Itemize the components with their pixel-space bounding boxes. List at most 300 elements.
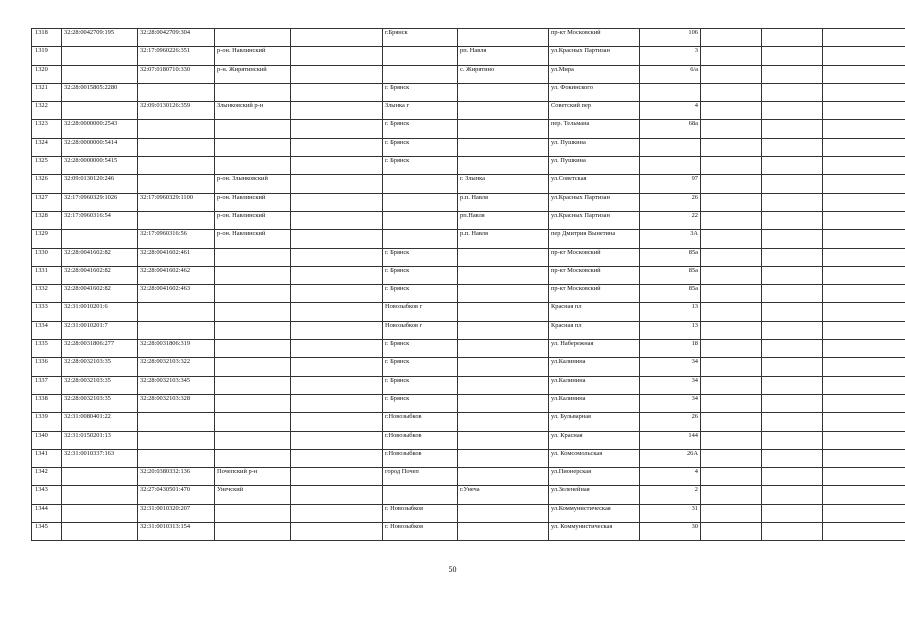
cell-extra-2 — [762, 120, 823, 138]
cell-cadastral-number: 32:28:0042709:195 — [62, 29, 138, 47]
cell-street: пер Дмитрия Вынетина — [549, 230, 640, 248]
registry-rows — [32, 29, 905, 541]
table-row — [32, 230, 905, 248]
cell-extra-1 — [701, 504, 762, 522]
cell-extra-3 — [823, 340, 905, 358]
cell-extra-1 — [701, 376, 762, 394]
cell-row-index: 1343 — [32, 486, 62, 504]
cell-municipality — [291, 65, 383, 83]
cell-cadastral-number: 32:28:0032103:35 — [62, 358, 138, 376]
cell-street: ул. Набережная — [549, 340, 640, 358]
cell-row-index: 1339 — [32, 413, 62, 431]
cell-extra-3 — [823, 248, 905, 266]
cell-city — [383, 193, 458, 211]
cell-extra-1 — [701, 138, 762, 156]
cell-settlement — [458, 83, 549, 101]
cell-row-index: 1322 — [32, 102, 62, 120]
cell-street: ул.Пионерская — [549, 468, 640, 486]
cell-district — [215, 266, 291, 284]
cell-district — [215, 321, 291, 339]
cell-extra-2 — [762, 486, 823, 504]
cell-extra-1 — [701, 303, 762, 321]
cell-city: г. Брянск — [383, 266, 458, 284]
cell-extra-2 — [762, 449, 823, 467]
cell-extra-1 — [701, 449, 762, 467]
cell-city: г.Новозыбков — [383, 413, 458, 431]
table-row — [32, 376, 905, 394]
cell-extra-2 — [762, 211, 823, 229]
cell-settlement: рп.Навля — [458, 211, 549, 229]
cell-extra-1 — [701, 248, 762, 266]
cell-street: ул.Калинина — [549, 358, 640, 376]
cell-house-number: 31 — [640, 504, 701, 522]
cell-city: г. Брянск — [383, 376, 458, 394]
cell-municipality — [291, 523, 383, 541]
cell-house-number: 22 — [640, 211, 701, 229]
cell-settlement — [458, 413, 549, 431]
cell-city: г. Брянск — [383, 157, 458, 175]
cell-district — [215, 83, 291, 101]
cell-district: р-он. Навлинский — [215, 47, 291, 65]
table-row — [32, 285, 905, 303]
cell-row-index: 1329 — [32, 230, 62, 248]
cell-cadastral-number — [62, 47, 138, 65]
cell-extra-1 — [701, 102, 762, 120]
cell-extra-1 — [701, 358, 762, 376]
cell-settlement: р.п. Навля — [458, 230, 549, 248]
cell-municipality — [291, 413, 383, 431]
cell-extra-3 — [823, 193, 905, 211]
cell-municipality — [291, 468, 383, 486]
cell-row-index: 1338 — [32, 394, 62, 412]
table-row — [32, 523, 905, 541]
cell-house-number: 26А — [640, 449, 701, 467]
cell-house-number: 13 — [640, 321, 701, 339]
cell-district — [215, 285, 291, 303]
cell-settlement: рп. Навля — [458, 47, 549, 65]
cell-extra-1 — [701, 193, 762, 211]
cell-extra-3 — [823, 266, 905, 284]
cell-city — [383, 486, 458, 504]
cell-extra-3 — [823, 102, 905, 120]
cell-extra-2 — [762, 102, 823, 120]
cell-city: г. Брянск — [383, 358, 458, 376]
cell-city — [383, 230, 458, 248]
registry-table — [31, 28, 905, 541]
cell-district — [215, 340, 291, 358]
cell-extra-1 — [701, 523, 762, 541]
cell-cadastral-number — [62, 102, 138, 120]
cell-district: Почепский р-н — [215, 468, 291, 486]
cell-row-index: 1334 — [32, 321, 62, 339]
cell-house-number: 3А — [640, 230, 701, 248]
cell-object-number — [138, 303, 215, 321]
table-row — [32, 193, 905, 211]
cell-extra-2 — [762, 394, 823, 412]
cell-extra-2 — [762, 138, 823, 156]
cell-object-number — [138, 83, 215, 101]
table-row — [32, 468, 905, 486]
cell-extra-2 — [762, 29, 823, 47]
cell-street: ул. Коммунистическая — [549, 523, 640, 541]
cell-cadastral-number — [62, 230, 138, 248]
cell-street: ул.Калинина — [549, 394, 640, 412]
cell-municipality — [291, 449, 383, 467]
cell-object-number: 32:17:0960329:1100 — [138, 193, 215, 211]
cell-city: г. Брянск — [383, 138, 458, 156]
cell-extra-3 — [823, 138, 905, 156]
cell-row-index: 1344 — [32, 504, 62, 522]
table-row — [32, 449, 905, 467]
cell-street: ул.Советская — [549, 175, 640, 193]
cell-row-index: 1331 — [32, 266, 62, 284]
cell-object-number: 32:20:0380332:136 — [138, 468, 215, 486]
cell-city: Злынка г — [383, 102, 458, 120]
cell-municipality — [291, 29, 383, 47]
cell-district — [215, 157, 291, 175]
cell-street: ул.Мира — [549, 65, 640, 83]
cell-street: ул.Красных Партизан — [549, 193, 640, 211]
cell-object-number: 32:31:0010320:207 — [138, 504, 215, 522]
cell-district: Унечский — [215, 486, 291, 504]
cell-district — [215, 138, 291, 156]
cell-municipality — [291, 358, 383, 376]
cell-object-number: 32:28:0032103:322 — [138, 358, 215, 376]
cell-cadastral-number: 32:09:0130120:246 — [62, 175, 138, 193]
cell-municipality — [291, 340, 383, 358]
cell-extra-2 — [762, 303, 823, 321]
cell-settlement — [458, 157, 549, 175]
cell-settlement: с. Жирятино — [458, 65, 549, 83]
cell-object-number: 32:28:0031806:319 — [138, 340, 215, 358]
cell-row-index: 1340 — [32, 431, 62, 449]
cell-street: ул. Комсомольская — [549, 449, 640, 467]
cell-municipality — [291, 285, 383, 303]
cell-street: ул.Калинина — [549, 376, 640, 394]
cell-street: пр-кт Московский — [549, 266, 640, 284]
cell-object-number — [138, 138, 215, 156]
cell-extra-2 — [762, 504, 823, 522]
cell-cadastral-number — [62, 523, 138, 541]
cell-street: пер. Тельмана — [549, 120, 640, 138]
cell-municipality — [291, 230, 383, 248]
cell-row-index: 1324 — [32, 138, 62, 156]
cell-house-number: 18 — [640, 340, 701, 358]
cell-extra-3 — [823, 303, 905, 321]
cell-object-number — [138, 449, 215, 467]
cell-extra-3 — [823, 230, 905, 248]
cell-settlement — [458, 285, 549, 303]
cell-street: ул.Красных Партизан — [549, 47, 640, 65]
cell-cadastral-number: 32:17:0960329:1026 — [62, 193, 138, 211]
cell-object-number: 32:07:0180710:330 — [138, 65, 215, 83]
cell-municipality — [291, 157, 383, 175]
cell-object-number — [138, 211, 215, 229]
cell-municipality — [291, 431, 383, 449]
cell-city: г. Брянск — [383, 394, 458, 412]
cell-house-number: 4 — [640, 468, 701, 486]
cell-settlement — [458, 449, 549, 467]
cell-extra-2 — [762, 193, 823, 211]
cell-cadastral-number: 32:28:0015805:2280 — [62, 83, 138, 101]
cell-extra-2 — [762, 358, 823, 376]
cell-extra-2 — [762, 523, 823, 541]
table-row — [32, 486, 905, 504]
cell-district — [215, 376, 291, 394]
cell-object-number: 32:09:0130126:359 — [138, 102, 215, 120]
cell-extra-2 — [762, 285, 823, 303]
cell-house-number — [640, 157, 701, 175]
cell-settlement — [458, 358, 549, 376]
cell-street: ул. Пушкина — [549, 157, 640, 175]
cell-row-index: 1341 — [32, 449, 62, 467]
cell-district — [215, 523, 291, 541]
cell-district — [215, 449, 291, 467]
cell-cadastral-number: 32:28:0000000:2543 — [62, 120, 138, 138]
cell-municipality — [291, 47, 383, 65]
cell-settlement — [458, 376, 549, 394]
cell-extra-3 — [823, 83, 905, 101]
cell-settlement — [458, 431, 549, 449]
cell-extra-1 — [701, 230, 762, 248]
cell-municipality — [291, 394, 383, 412]
cell-house-number: 85а — [640, 248, 701, 266]
cell-settlement — [458, 248, 549, 266]
cell-house-number: 68а — [640, 120, 701, 138]
cell-row-index: 1332 — [32, 285, 62, 303]
cell-cadastral-number: 32:31:0150201:13 — [62, 431, 138, 449]
cell-district — [215, 303, 291, 321]
cell-city — [383, 211, 458, 229]
cell-street: пр-кт Московский — [549, 248, 640, 266]
cell-city — [383, 175, 458, 193]
cell-extra-1 — [701, 29, 762, 47]
cell-cadastral-number: 32:28:0041602:82 — [62, 285, 138, 303]
cell-city: г.Новозыбков — [383, 449, 458, 467]
cell-city — [383, 65, 458, 83]
cell-house-number: 85а — [640, 266, 701, 284]
cell-municipality — [291, 211, 383, 229]
cell-house-number — [640, 138, 701, 156]
cell-cadastral-number: 32:28:0000000:5414 — [62, 138, 138, 156]
cell-settlement — [458, 29, 549, 47]
cell-house-number: 26 — [640, 413, 701, 431]
cell-extra-2 — [762, 321, 823, 339]
cell-extra-3 — [823, 468, 905, 486]
table-row — [32, 83, 905, 101]
cell-district — [215, 358, 291, 376]
cell-cadastral-number — [62, 468, 138, 486]
cell-settlement — [458, 266, 549, 284]
table-row — [32, 175, 905, 193]
cell-settlement — [458, 523, 549, 541]
cell-municipality — [291, 486, 383, 504]
cell-object-number: 32:28:0042709:304 — [138, 29, 215, 47]
table-row — [32, 138, 905, 156]
cell-extra-2 — [762, 266, 823, 284]
cell-row-index: 1336 — [32, 358, 62, 376]
cell-city: г. Брянск — [383, 285, 458, 303]
cell-district: Злынковский р-н — [215, 102, 291, 120]
cell-city: г.Новозыбков — [383, 431, 458, 449]
cell-extra-3 — [823, 358, 905, 376]
table-row — [32, 340, 905, 358]
cell-cadastral-number: 32:28:0032103:35 — [62, 376, 138, 394]
cell-street: Советский пер — [549, 102, 640, 120]
cell-municipality — [291, 102, 383, 120]
cell-house-number: 34 — [640, 358, 701, 376]
cell-district — [215, 120, 291, 138]
cell-street: ул.Красных Партизан — [549, 211, 640, 229]
cell-row-index: 1330 — [32, 248, 62, 266]
cell-city: Новозыбков г — [383, 303, 458, 321]
cell-city: г. Брянск — [383, 248, 458, 266]
cell-house-number: 2 — [640, 486, 701, 504]
cell-extra-3 — [823, 431, 905, 449]
cell-object-number: 32:28:0041602:463 — [138, 285, 215, 303]
table-row — [32, 102, 905, 120]
cell-row-index: 1325 — [32, 157, 62, 175]
cell-object-number: 32:28:0041602:462 — [138, 266, 215, 284]
table-row — [32, 65, 905, 83]
cell-house-number: 97 — [640, 175, 701, 193]
cell-cadastral-number: 32:28:0000000:5415 — [62, 157, 138, 175]
cell-cadastral-number: 32:17:0960316:54 — [62, 211, 138, 229]
cell-extra-2 — [762, 175, 823, 193]
cell-municipality — [291, 83, 383, 101]
cell-extra-3 — [823, 157, 905, 175]
table-row — [32, 248, 905, 266]
cell-cadastral-number — [62, 504, 138, 522]
cell-district: р-он. Навлинский — [215, 193, 291, 211]
cell-city: г. Новозыбков — [383, 523, 458, 541]
cell-district: р-он. Навлинский — [215, 211, 291, 229]
cell-settlement — [458, 340, 549, 358]
cell-extra-1 — [701, 175, 762, 193]
cell-district — [215, 248, 291, 266]
table-row — [32, 321, 905, 339]
cell-row-index: 1345 — [32, 523, 62, 541]
cell-extra-1 — [701, 431, 762, 449]
cell-extra-3 — [823, 65, 905, 83]
cell-extra-2 — [762, 431, 823, 449]
cell-house-number: 26 — [640, 193, 701, 211]
cell-object-number: 32:17:0960226:351 — [138, 47, 215, 65]
cell-extra-2 — [762, 468, 823, 486]
cell-street: ул. Бульварная — [549, 413, 640, 431]
cell-house-number: 13 — [640, 303, 701, 321]
table-row — [32, 431, 905, 449]
cell-object-number — [138, 431, 215, 449]
cell-municipality — [291, 248, 383, 266]
cell-row-index: 1319 — [32, 47, 62, 65]
cell-settlement — [458, 102, 549, 120]
cell-district — [215, 504, 291, 522]
cell-extra-1 — [701, 340, 762, 358]
table-row — [32, 504, 905, 522]
cell-house-number: 6/а — [640, 65, 701, 83]
cell-city: г. Брянск — [383, 83, 458, 101]
cell-settlement — [458, 303, 549, 321]
cell-settlement — [458, 504, 549, 522]
cell-object-number: 32:28:0032103:328 — [138, 394, 215, 412]
cell-cadastral-number: 32:28:0041602:82 — [62, 266, 138, 284]
cell-extra-1 — [701, 413, 762, 431]
cell-extra-2 — [762, 65, 823, 83]
registry-table-container — [31, 28, 873, 543]
page-number: 50 — [448, 565, 457, 574]
cell-street: ул. Пушкина — [549, 138, 640, 156]
cell-object-number: 32:31:0010313:154 — [138, 523, 215, 541]
cell-extra-1 — [701, 468, 762, 486]
cell-house-number: 34 — [640, 376, 701, 394]
cell-extra-1 — [701, 394, 762, 412]
cell-street: пр-кт Московский — [549, 285, 640, 303]
cell-cadastral-number: 32:31:0010201:7 — [62, 321, 138, 339]
cell-extra-3 — [823, 504, 905, 522]
cell-city: город Почеп — [383, 468, 458, 486]
cell-house-number: 30 — [640, 523, 701, 541]
cell-extra-1 — [701, 321, 762, 339]
cell-settlement: р.п. Навля — [458, 193, 549, 211]
cell-extra-1 — [701, 120, 762, 138]
cell-extra-3 — [823, 285, 905, 303]
table-row — [32, 266, 905, 284]
cell-city: г. Новозыбков — [383, 504, 458, 522]
cell-extra-1 — [701, 285, 762, 303]
cell-object-number — [138, 321, 215, 339]
cell-municipality — [291, 376, 383, 394]
cell-cadastral-number: 32:28:0041602:82 — [62, 248, 138, 266]
cell-city: г. Брянск — [383, 340, 458, 358]
cell-extra-1 — [701, 47, 762, 65]
cell-district: р-он. Навлинский — [215, 230, 291, 248]
cell-extra-3 — [823, 413, 905, 431]
cell-extra-2 — [762, 157, 823, 175]
cell-extra-1 — [701, 65, 762, 83]
table-row — [32, 413, 905, 431]
cell-municipality — [291, 120, 383, 138]
cell-municipality — [291, 175, 383, 193]
cell-municipality — [291, 504, 383, 522]
cell-cadastral-number: 32:31:0010201:6 — [62, 303, 138, 321]
cell-house-number: 3 — [640, 47, 701, 65]
table-row — [32, 47, 905, 65]
table-row — [32, 211, 905, 229]
table-row — [32, 394, 905, 412]
cell-extra-3 — [823, 321, 905, 339]
cell-district: р-н. Жирятинский — [215, 65, 291, 83]
cell-extra-2 — [762, 83, 823, 101]
table-row — [32, 358, 905, 376]
cell-municipality — [291, 321, 383, 339]
cell-municipality — [291, 193, 383, 211]
cell-street: пр-кт Московский — [549, 29, 640, 47]
cell-house-number: 4 — [640, 102, 701, 120]
cell-extra-3 — [823, 394, 905, 412]
cell-extra-1 — [701, 486, 762, 504]
cell-street: ул. Фокинского — [549, 83, 640, 101]
cell-street: ул.Коммунистическая — [549, 504, 640, 522]
cell-district: р-он. Злынковский — [215, 175, 291, 193]
cell-municipality — [291, 266, 383, 284]
cell-street: ул. Красная — [549, 431, 640, 449]
cell-extra-3 — [823, 449, 905, 467]
table-row — [32, 120, 905, 138]
cell-settlement — [458, 394, 549, 412]
cell-row-index: 1327 — [32, 193, 62, 211]
cell-object-number — [138, 413, 215, 431]
